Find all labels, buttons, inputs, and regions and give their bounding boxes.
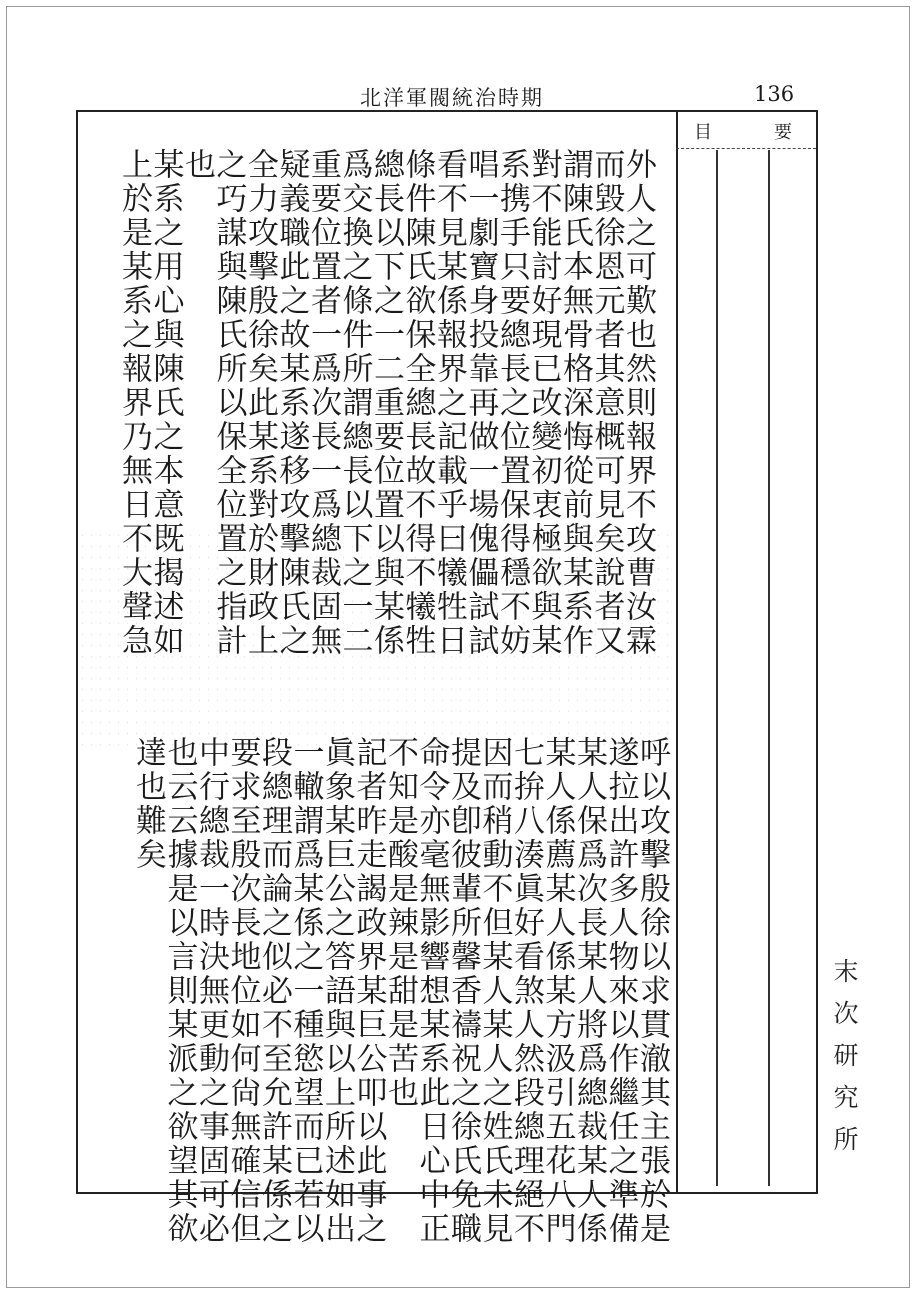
upper-text-column: 謂陳氏本無骨格深悔從前與某系作	[557, 148, 593, 658]
lower-text-column: 提及卽彼輩所馨香禱祝之徐氏免職	[445, 736, 481, 1246]
upper-text-column: 對不能討好現已改變初衷極欲與某	[525, 148, 562, 658]
lower-text-column: 記者昨走謁政界某巨公叩以此事之	[350, 736, 387, 1246]
upper-text-column: 總長以下之一二重要位置以與某係	[368, 148, 404, 658]
lower-text-column: 因而稍動不但某人某人之姓氏未見	[476, 736, 513, 1246]
lower-text-column: 呼以攻擊殷徐以求貫澈其主張於是	[634, 736, 670, 1246]
lower-text-column: 達也難矣	[130, 736, 166, 872]
upper-text-column: 看不見某係報界之記載乎曰犧牲日	[431, 148, 467, 658]
upper-text-column: 唱一劇寶身投靠再做一場傀儡試試	[462, 148, 499, 658]
upper-text-column: 重要位置者一爲次長一爲總裁固無	[305, 148, 341, 658]
lower-text-column: 七拚八湊眞好看煞人然段總理絕不	[508, 736, 544, 1246]
lower-text-column: 也云云據是以言則某派之欲望其欲	[161, 736, 198, 1246]
upper-text-column: 也	[179, 148, 215, 182]
upper-text-column: 系携手只要總長之位置保得穩不妨	[494, 148, 530, 658]
running-header-title: 北洋軍閥統治時期	[360, 86, 544, 110]
library-stamp: 末次研究所	[830, 958, 859, 1168]
lower-text-column: 要求至殷次長地位如何尙無確信但	[224, 736, 261, 1246]
upper-text-column: 條件陳氏欲保全總長故不得不犧牲	[399, 148, 436, 658]
upper-text-column: 之巧謀與陳氏所以保全位置之指計	[210, 148, 247, 658]
notes-header-rule	[676, 148, 816, 149]
upper-text-column: 外人之可歎也然則報界不攻曹汝霖	[620, 148, 656, 658]
lower-text-column: 命令亦毫無影響想某系此日心中正	[413, 736, 450, 1246]
lower-text-column: 中行總裁一時決無更動之事固可必	[193, 736, 229, 1246]
lower-text-column: 遂拉出許多人物來以作繼任之準備	[602, 736, 639, 1246]
notes-column-line	[768, 150, 770, 1186]
notes-label-yao: 要	[774, 122, 792, 143]
lower-text-column: 某人保爲次長某人將爲總裁某人係	[571, 736, 607, 1246]
lower-text-column: 眞象某巨公之答語與以上所述如出	[319, 736, 355, 1246]
lower-text-column: 不知是酸是辣是甜是苦也	[382, 736, 418, 1110]
upper-text-column: 全力攻擊殷徐矣此某系對於財政上	[242, 148, 278, 658]
notes-divider	[676, 112, 678, 1192]
lower-text-column: 某人係薦某人係某方汲引五花八門	[539, 736, 576, 1246]
notes-label-mu: 目	[694, 122, 712, 143]
upper-text-column: 爲交換之條件所謂總長以下之一二	[336, 148, 373, 658]
page-number: 136	[754, 82, 795, 106]
upper-text-column: 某系之用心與陳氏之本意既揭述如	[147, 148, 184, 658]
notes-column-line	[716, 150, 718, 1186]
upper-text-column: 而毀徐恩元者其意概可見矣說者又	[588, 148, 625, 658]
lower-text-column: 段總理而論之似必不至允許某係之	[256, 736, 292, 1246]
upper-text-column: 上於是某系之報界乃無日不大聲急	[116, 148, 152, 658]
upper-text-column: 疑義職此之故某系遂移攻擊陳氏之	[273, 148, 310, 658]
lower-text-column: 一轍謂爲某係之一種慾望而已若以	[287, 736, 324, 1246]
